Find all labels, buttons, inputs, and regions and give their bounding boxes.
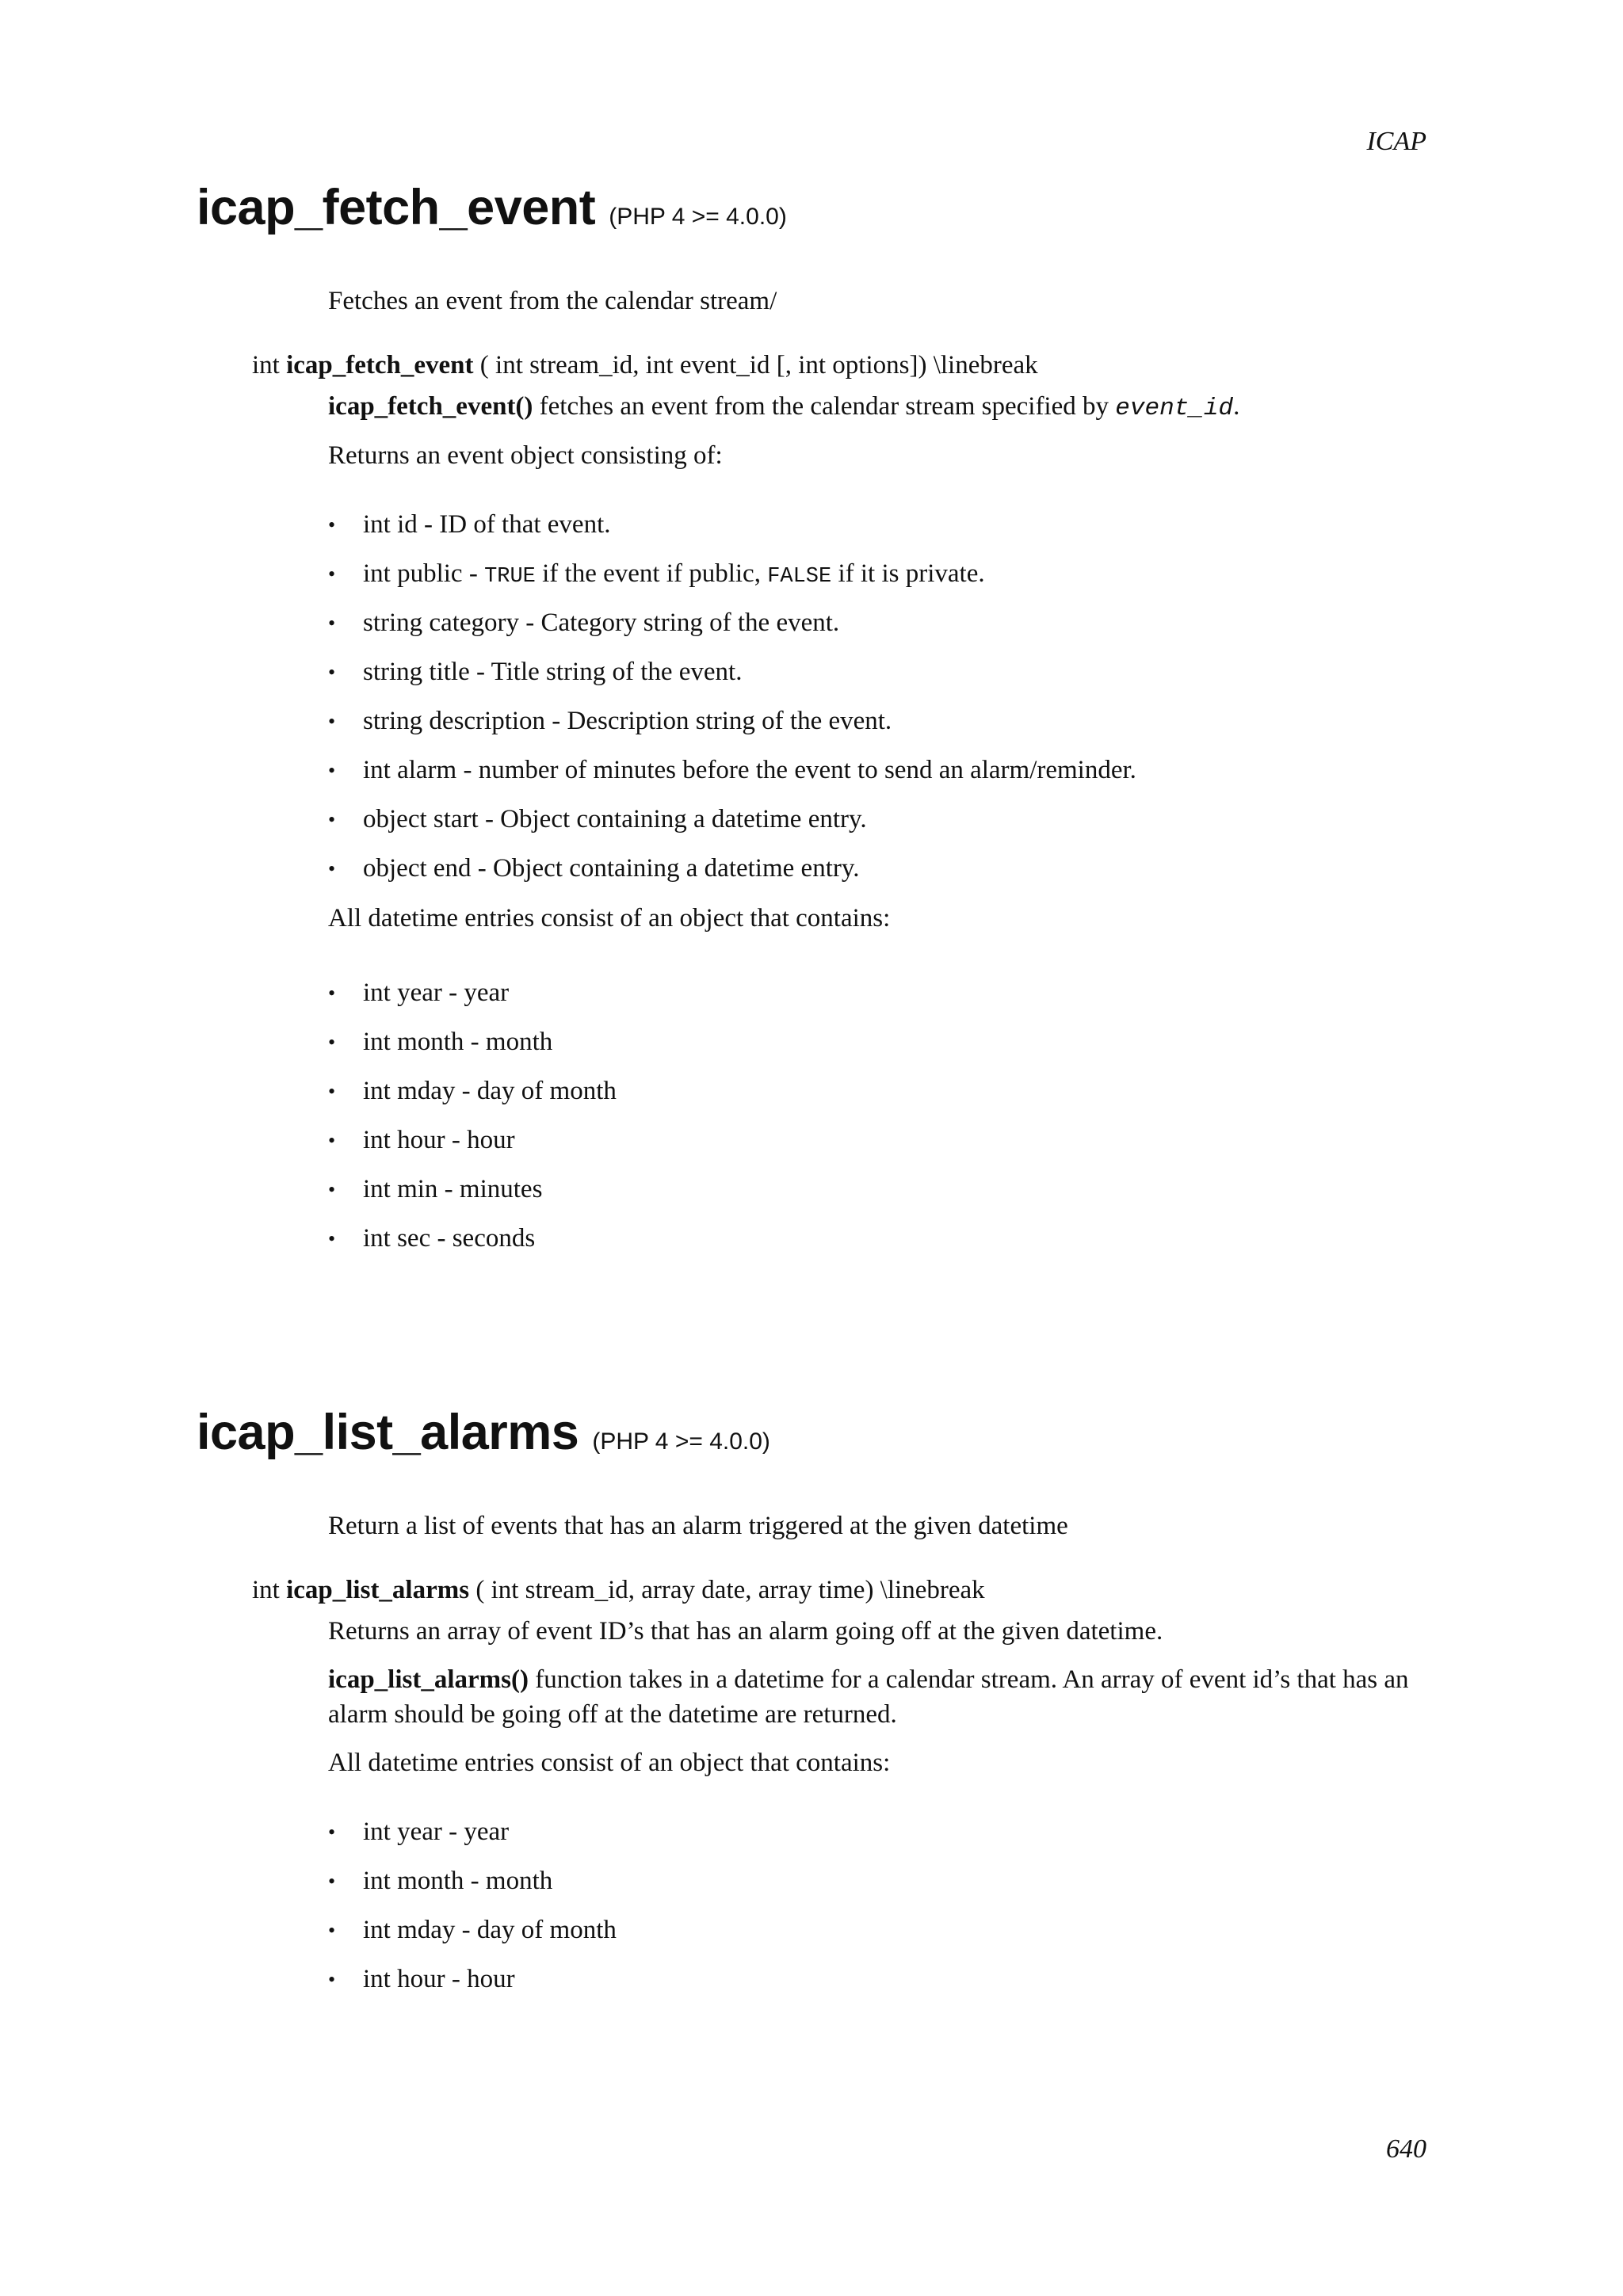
list-item [328,1864,1433,1913]
list-item-text: string category - Category string of the event. [363,608,840,638]
list-item [328,753,1433,803]
list-item [328,1913,1433,1962]
function-name: icap_fetch_event [197,180,596,235]
list-item [328,704,1433,753]
list-item [328,557,1433,606]
datetime-fields-list [328,1815,1433,2012]
list-item-text: int mday - day of month [363,1077,617,1106]
bullet: • [328,982,336,1005]
bullet: • [328,1919,336,1943]
list-item [328,655,1433,704]
list-item-text: string description - Description string of the event. [363,707,892,736]
list-item [328,606,1433,655]
list-item [328,803,1433,852]
list-item-text: int alarm - number of minutes before the event to send an alarm/reminder. [363,756,1136,785]
list-item [328,1222,1433,1271]
event-fields-list [328,508,1433,901]
bullet: • [328,513,336,537]
constant-false: FALSE [767,565,832,589]
list-item-text: string title - Title string of the event. [363,658,743,687]
list-item-text: int min - minutes [363,1175,543,1204]
list-item [328,1173,1433,1222]
bullet: • [328,1821,336,1844]
bullet: • [328,1031,336,1055]
bullet: • [328,759,336,783]
function-title [197,181,1433,235]
description-text: fetches an event from the calendar stream specified by [533,392,1116,421]
description-paragraph [328,389,1433,425]
datetime-fields-list [328,976,1433,1271]
version-note: (PHP 4 >= 4.0.0) [609,204,787,230]
synopsis-function-name: icap_fetch_event [286,351,474,380]
bullet: • [328,857,336,881]
list-item-text: object start - Object containing a datetime entry. [363,805,867,834]
bullet: • [328,612,336,635]
bullet: • [328,1178,336,1202]
datetime-intro: All datetime entries consist of an object that contains: [328,904,891,933]
page-number: 640 [1386,2134,1426,2164]
returns-text: Returns an array of event ID’s that has an alarm going off at the given datetime. [328,1617,1163,1646]
list-item [328,1025,1433,1074]
bullet: • [328,1129,336,1153]
version-note: (PHP 4 >= 4.0.0) [592,1428,770,1455]
function-purpose: Return a list of events that has an alarm triggered at the given datetime [328,1512,1068,1541]
list-item [328,1962,1433,2012]
running-header: ICAP [1366,127,1426,156]
list-item-text: int id - ID of that event. [363,510,611,540]
bullet: • [328,1870,336,1894]
list-item [328,1074,1433,1123]
return-type: int [252,351,280,380]
list-item-text: int hour - hour [363,1126,515,1155]
function-reference: icap_list_alarms() [328,1665,529,1694]
function-synopsis [252,1573,1433,1608]
list-item-text: int year - year [363,978,510,1008]
function-entry-icap-fetch-event [197,181,1433,1271]
list-item-text: int month - month [363,1028,553,1057]
description [328,389,1433,473]
list-item-text: if the event if public, [535,559,768,589]
list-item-text: int sec - seconds [363,1224,536,1253]
list-item-text: object end - Object containing a datetime entry. [363,854,860,883]
bullet: • [328,1968,336,1992]
description-text-end: . [1233,392,1240,421]
list-item [328,852,1433,901]
parameter-reference: event_id [1115,395,1234,423]
function-title [197,1405,1433,1460]
list-item-text: int hour - hour [363,1965,515,1994]
return-type: int [252,1576,280,1605]
bullet: • [328,710,336,734]
datetime-intro: All datetime entries consist of an object that contains: [328,1748,891,1777]
bullet: • [328,563,336,586]
returns-intro: Returns an event object consisting of: [328,441,723,470]
bullet: • [328,808,336,832]
description [328,1614,1433,1780]
list-item [328,508,1433,557]
function-purpose: Fetches an event from the calendar stream/ [328,287,777,316]
function-entry-icap-list-alarms [197,1405,1433,2012]
description-paragraph [328,1662,1433,1733]
list-item-text: int month - month [363,1867,553,1896]
description-text: function takes in a datetime for a calendar stream. An array of event id’s that has an alarm should be going off at the datetime are returned. [328,1665,1409,1730]
constant-true: TRUE [484,565,536,589]
list-item [328,976,1433,1025]
list-item-text: int year - year [363,1817,510,1847]
function-name: icap_list_alarms [197,1405,579,1460]
function-synopsis [252,349,1433,383]
list-item-text: if it is private. [831,559,985,589]
list-item [328,1123,1433,1173]
synopsis-args: ( int stream_id, array date, array time) \linebreak [475,1576,985,1605]
synopsis-args: ( int stream_id, int event_id [, int options]) \linebreak [479,351,1038,380]
synopsis-function-name: icap_list_alarms [286,1576,470,1605]
bullet: • [328,661,336,685]
bullet: • [328,1080,336,1104]
bullet: • [328,1227,336,1251]
list-item [328,1815,1433,1864]
list-item-text: int public - [363,559,485,589]
list-item-text: int mday - day of month [363,1916,617,1945]
function-reference: icap_fetch_event() [328,392,533,421]
